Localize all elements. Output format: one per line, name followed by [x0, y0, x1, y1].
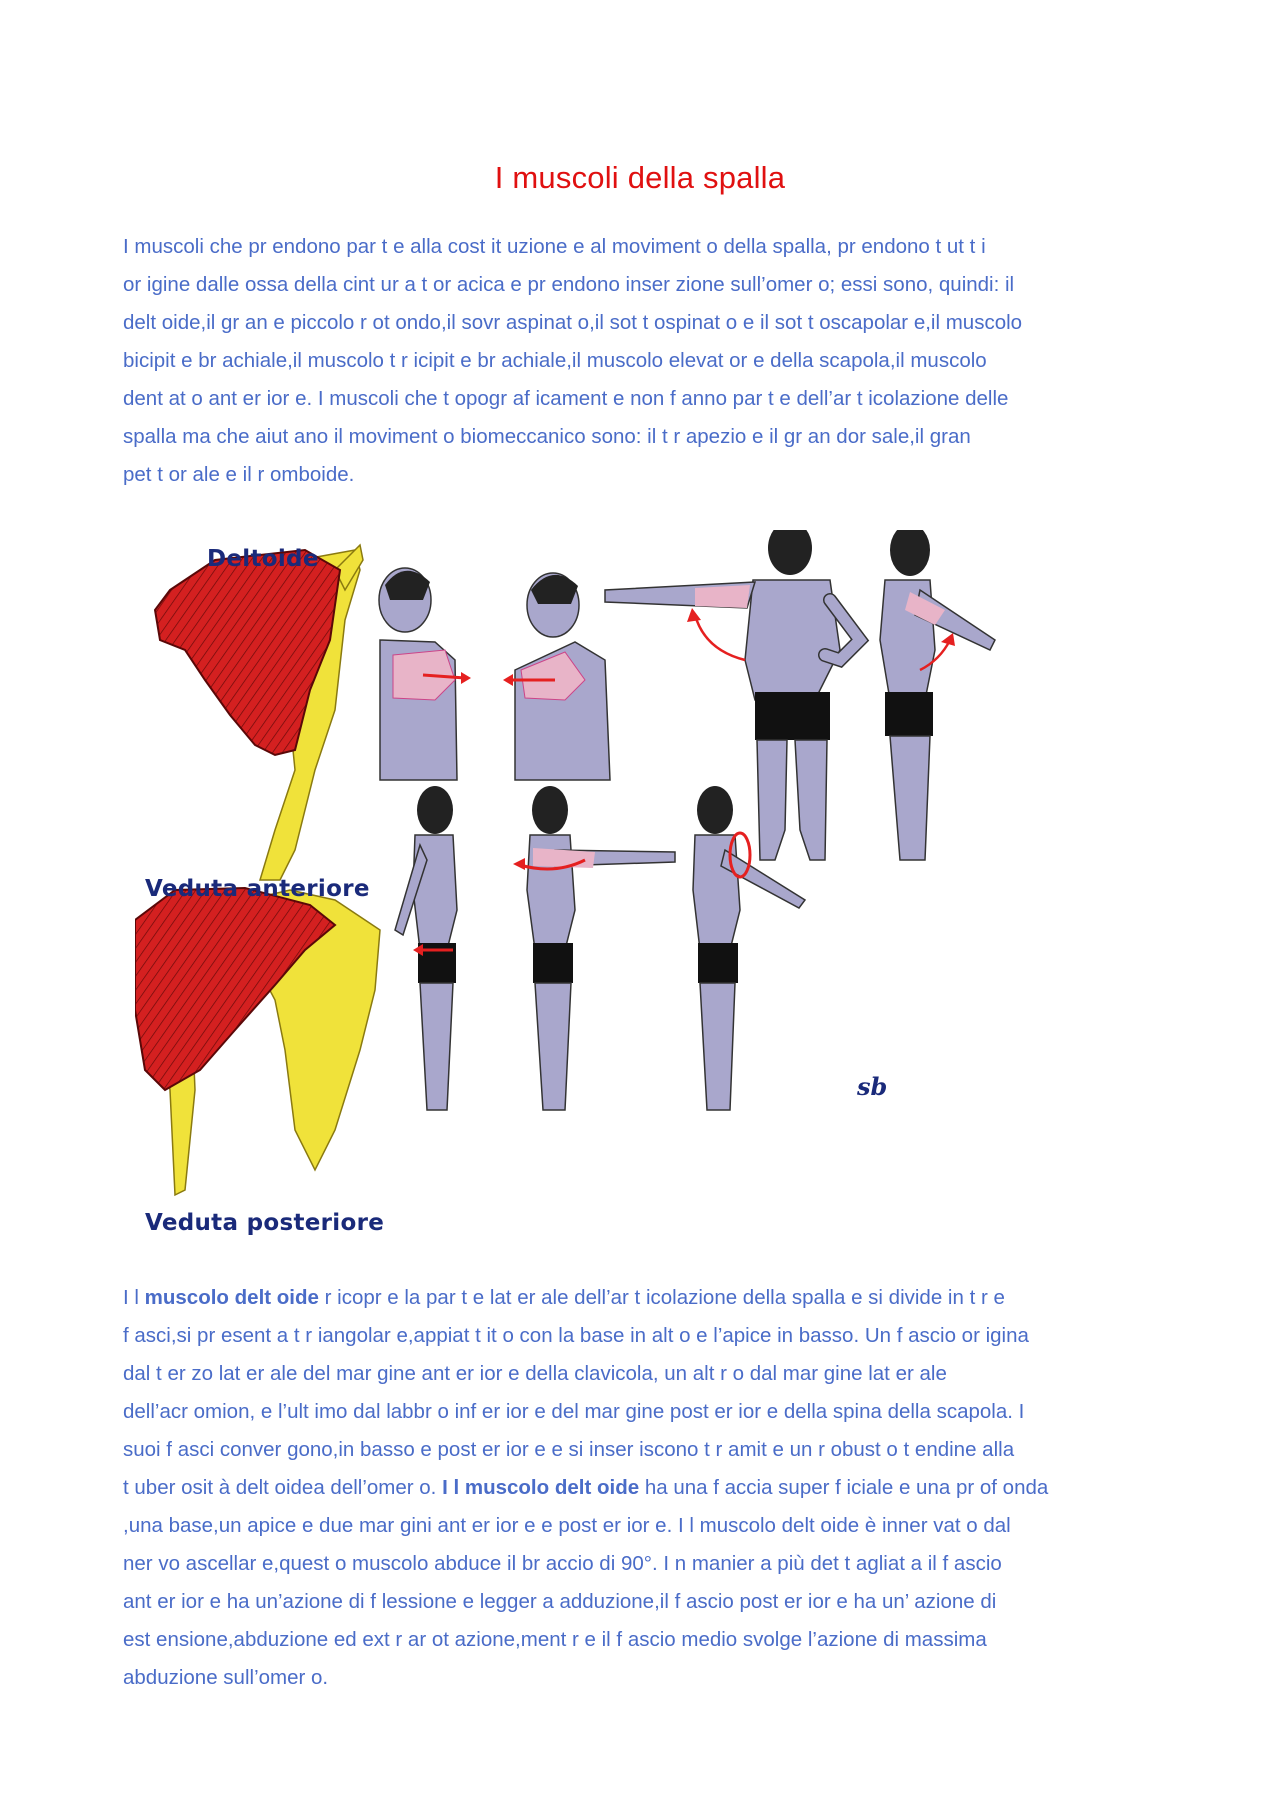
body-line: ner vo ascellar e,quest o muscolo abduce il br accio di 90°. I n manier a più det t agliat a il f ascio: [123, 1552, 1002, 1575]
rotation-figure: [693, 786, 805, 1110]
abduction-figure-side: [880, 530, 995, 860]
posterior-shoulder-diagram: [135, 888, 380, 1195]
body-line: dal t er zo lat er ale del mar gine ant er ior e della clavicola, un alt r o dal mar gine lat er ale: [123, 1362, 947, 1385]
label-deltoide: Deltoide: [207, 546, 319, 572]
bold-term: I l muscolo delt oide: [442, 1476, 640, 1499]
label-veduta-posteriore: Veduta posteriore: [145, 1210, 385, 1236]
intro-line: spalla ma che aiut ano il moviment o biomeccanico sono: il t r apezio e il gr an dor sale,il gran: [123, 425, 971, 448]
deltoid-figure: [135, 530, 1035, 1260]
bold-term: muscolo delt oide: [144, 1286, 319, 1309]
intro-line: bicipit e br achiale,il muscolo t r icipit e br achiale,il muscolo elevat or e della scapola,il muscolo: [123, 349, 987, 372]
body-line: I l muscolo delt oide r icopr e la par t e lat er ale dell’ar t icolazione della spalla e si divide in t r e: [123, 1286, 1005, 1309]
body-line: suoi f asci conver gono,in basso e post er ior e e si inser iscono t r amit e un r obust o t endine alla: [123, 1438, 1015, 1461]
intro-line: dent at o ant er ior e. I muscoli che t opogr af icament e non f anno par t e dell’ar t icolazione delle: [123, 387, 1009, 410]
label-veduta-anteriore: Veduta anteriore: [145, 876, 370, 902]
anterior-shoulder-diagram: [155, 545, 363, 880]
intro-line: I muscoli che pr endono par t e alla cost it uzione e al moviment o della spalla, pr endono t ut t i: [123, 235, 986, 258]
body-line: ant er ior e ha un’azione di f lessione e legger a adduzione,il f ascio post er ior e ha un’ azione di: [123, 1590, 997, 1613]
body-line: ,una base,un apice e due mar gini ant er ior e e post er ior e. I l muscolo delt oide è inner vat o dal: [123, 1514, 1011, 1537]
body-line: t uber osit à delt oidea dell’omer o. I l muscolo delt oide ha una f accia super f iciale e una pr of onda: [123, 1476, 1049, 1499]
intro-line: delt oide,il gr an e piccolo r ot ondo,il sovr aspinat o,il sot t ospinat o e il sot t oscapolar e,il muscolo: [123, 311, 1023, 334]
bust-flexion: [503, 573, 610, 780]
intro-line: or igine dalle ossa della cint ur a t or acica e pr endono inser zione sull’omer o; essi sono, quindi: il: [123, 273, 1015, 296]
signature-mark: sb: [857, 1072, 888, 1101]
body-line: est ensione,abduzione ed ext r ar ot azione,ment r e il f ascio medio svolge l’azione di massima: [123, 1628, 987, 1651]
flexion-figure: [513, 786, 675, 1110]
body-line: abduzione sull’omer o.: [123, 1666, 329, 1689]
page-title: I muscoli della spalla: [494, 160, 786, 195]
body-line: dell’acr omion, e l’ult imo dal labbr o inf er ior e del mar gine post er ior e della spina della scapola. I: [123, 1400, 1025, 1423]
intro-paragraph: [123, 228, 1163, 494]
bust-extension: [379, 568, 471, 780]
extension-figure: [395, 786, 457, 1110]
deltoid-paragraph: [123, 1279, 1163, 1697]
body-line: f asci,si pr esent a t r iangolar e,appiat t it o con la base in alt o e l’apice in basso. Un f ascio or igina: [123, 1324, 1029, 1347]
intro-line: pet t or ale e il r omboide.: [123, 463, 355, 486]
bust-figures: [379, 568, 610, 780]
